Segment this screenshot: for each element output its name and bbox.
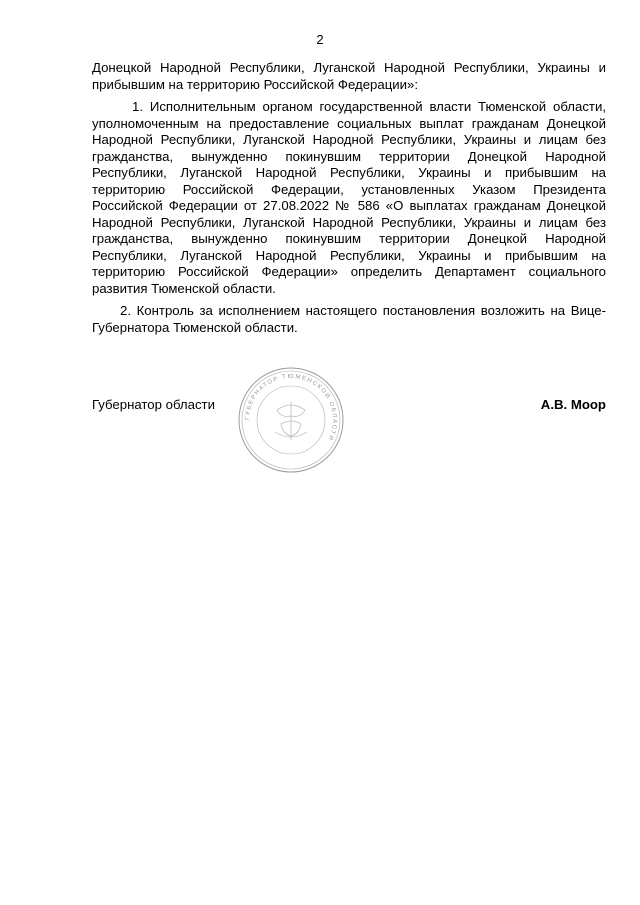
signatory-title: Губернатор области xyxy=(92,397,215,412)
document-body xyxy=(92,60,606,342)
paragraph-item-2: 2. Контроль за исполнением настоящего постановления возложить на Вице-Губернатора Тюменской области. xyxy=(92,303,606,335)
paragraph-item-1: 1. Исполнительным органом государственной власти Тюменской области, уполномоченным на предоставление социальных выплат гражданам Донецкой Народной Республики, Луганской Народной Республики, Украины и лицам без гражданства, вынужденно покинувшим территории Донецкой Народной Республики, Луганской Народной Республики, Украины и прибывшим на территорию Российской Федерации, установленных Указом Президента Российской Федерации от 27.08.2022 № 586 «О выплатах гражданам Донецкой Народной Республики, Луганской Народной Республики, Украины и лицам без гражданства, вынужденно покинувшим территории Донецкой Народной Республики, Луганской Народной Республики, Украины и прибывшим на территорию Российской Федерации» определить Департамент социального развития Тюменской области. xyxy=(92,99,606,296)
official-seal-icon xyxy=(237,366,345,474)
page-number: 2 xyxy=(316,32,324,47)
svg-text:ГУБЕРНАТОР ТЮМЕНСКОЙ ОБЛАСТИ: ГУБЕРНАТОР ТЮМЕНСКОЙ ОБЛАСТИ xyxy=(244,373,338,442)
signatory-name: А.В. Моор xyxy=(540,397,606,412)
paragraph-continuation: Донецкой Народной Республики, Луганской Народной Республики, Украины и прибывшим на территорию Российской Федерации»: xyxy=(92,60,606,92)
signature-block xyxy=(92,397,606,417)
